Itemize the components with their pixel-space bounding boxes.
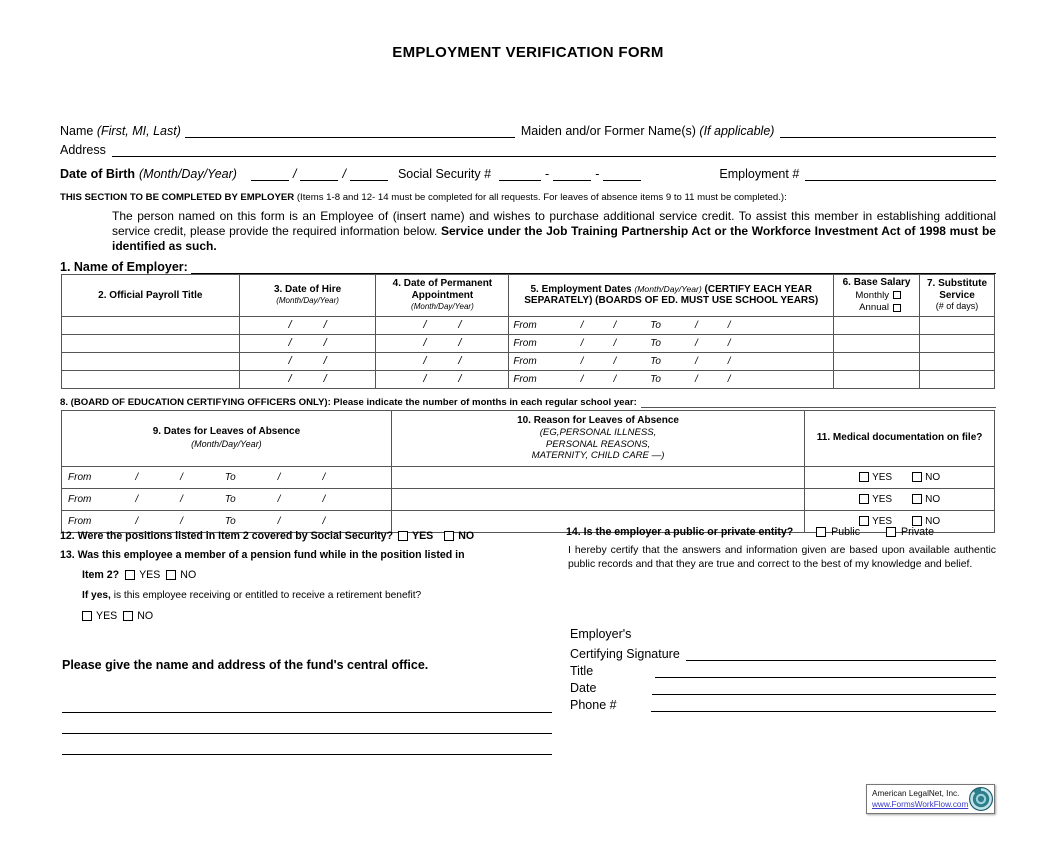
medical-yes-checkbox[interactable] [859, 494, 869, 504]
substitute-service-input[interactable] [920, 334, 995, 352]
item-13-benefit-yes-checkbox[interactable] [82, 611, 92, 621]
leave-dates-input[interactable]: From / / To / / [62, 488, 392, 510]
leave-dates-input[interactable]: From / / To / / [62, 510, 392, 532]
signature-title-input[interactable] [655, 663, 996, 678]
medical-yes-option[interactable]: YES [859, 516, 892, 527]
ssn-part-3-input[interactable] [603, 168, 641, 181]
item-12-yes-option[interactable]: YES [398, 530, 433, 542]
date-of-hire-input[interactable]: / / [239, 316, 376, 334]
item-12-label: 12. Were the positions listed in Item 2 covered by Social Security? [60, 530, 394, 542]
fund-office-input-line[interactable] [62, 692, 552, 713]
leaves-of-absence-table [61, 410, 995, 533]
col-date-of-hire: 3. Date of Hire (Month/Day/Year) [239, 275, 376, 317]
table-row [62, 370, 995, 388]
leave-reason-input[interactable] [391, 488, 804, 510]
fund-office-input-line[interactable] [62, 734, 552, 755]
item-14-public-checkbox[interactable] [816, 527, 826, 537]
col-leave-dates: 9. Dates for Leaves of Absence (Month/Day/Year) [62, 411, 392, 467]
dob-label: Date of Birth [60, 167, 135, 181]
item-13-item2-label: Item 2? [82, 569, 120, 581]
item-14-public-option[interactable]: Public [816, 526, 860, 538]
col-employment-dates: 5. Employment Dates (Month/Day/Year) (CERTIFY EACH YEAR SEPARATELY) (BOARDS OF ED. MUST USE SCHOOL YEARS) [509, 275, 834, 317]
employment-table-body [62, 316, 995, 388]
address-input[interactable] [112, 143, 996, 157]
base-salary-monthly-option[interactable]: Monthly [855, 290, 901, 302]
col-permanent-appointment: 4. Date of Permanent Appointment (Month/Day/Year) [376, 275, 509, 317]
permanent-appointment-input[interactable]: / / [376, 370, 509, 388]
signature-date-row [570, 678, 996, 695]
certifying-signature-input[interactable] [686, 646, 996, 661]
item-13-yes-checkbox[interactable] [125, 570, 135, 580]
medical-no-checkbox[interactable] [912, 494, 922, 504]
signature-phone-input[interactable] [651, 697, 996, 712]
employment-number-label: Employment # [719, 167, 800, 181]
employment-number-input[interactable] [805, 167, 996, 181]
item-13-benefit-no-option[interactable]: NO [123, 610, 153, 622]
item-13-benefit-yes-option[interactable]: YES [82, 610, 117, 622]
medical-no-option[interactable]: NO [912, 494, 940, 505]
ssn-dash-2: - [595, 167, 600, 181]
item-14-row [566, 526, 996, 538]
item-8-row [60, 396, 996, 408]
payroll-title-input[interactable] [62, 352, 240, 370]
payroll-title-input[interactable] [62, 370, 240, 388]
item-13-block [60, 549, 560, 622]
table-row [62, 352, 995, 370]
item-12-yes-checkbox[interactable] [398, 531, 408, 541]
fund-office-input-line[interactable] [62, 713, 552, 734]
name-label: Name (First, MI, Last) [60, 124, 181, 138]
name-line [60, 120, 996, 138]
item-14-label: 14. Is the employer a public or private entity? [566, 526, 794, 538]
ssn-dash-1: - [545, 167, 550, 181]
employer-section [60, 192, 996, 274]
medical-yes-checkbox[interactable] [859, 516, 869, 526]
certifying-signature-row [570, 644, 996, 661]
medical-documentation-options [805, 488, 995, 510]
employers-label: Employer's [570, 627, 632, 641]
ssn-part-1-input[interactable] [499, 168, 541, 181]
base-salary-input[interactable] [834, 316, 920, 334]
item-12-row [60, 530, 560, 542]
dob-year-input[interactable] [350, 168, 388, 181]
employment-table [61, 274, 995, 389]
col-payroll-title: 2. Official Payroll Title [62, 275, 240, 317]
dob-slash-2: / [342, 167, 346, 181]
address-line [60, 138, 996, 157]
dob-month-input[interactable] [251, 168, 289, 181]
item-12-no-checkbox[interactable] [444, 531, 454, 541]
permanent-appointment-input[interactable]: / / [376, 334, 509, 352]
item-8-input[interactable] [641, 396, 996, 408]
base-salary-input[interactable] [834, 370, 920, 388]
fund-office-block [62, 658, 552, 755]
logo-text [867, 788, 968, 810]
dob-ssn-line [60, 157, 996, 181]
leaves-table-header-row [62, 411, 995, 467]
employment-dates-input[interactable]: From / / To / / [509, 352, 834, 370]
date-of-hire-input[interactable]: / / [239, 370, 376, 388]
signature-phone-row [570, 695, 996, 712]
dob-slash-1: / [292, 167, 297, 181]
medical-no-checkbox[interactable] [912, 516, 922, 526]
ssn-label: Social Security # [397, 167, 492, 181]
employer-section-heading: THIS SECTION TO BE COMPLETED BY EMPLOYER (Items 1-8 and 12- 14 must be completed for all requests. For leaves of absence items 9 to 11 must be completed.): [60, 192, 787, 203]
logo-company-name: American LegalNet, Inc. [872, 789, 960, 798]
item-14-options [816, 526, 996, 538]
address-label: Address [60, 143, 106, 157]
table-row [62, 488, 995, 510]
annual-checkbox[interactable] [893, 304, 901, 312]
certification-text: I hereby certify that the answers and information given are based upon available authentic public records and that they are true and correct to the best of my knowledge and belief. [568, 545, 996, 570]
certifying-signature-label: Certifying Signature [570, 647, 680, 661]
dob-hint: (Month/Day/Year) [139, 167, 237, 181]
item-14-private-checkbox[interactable] [886, 527, 896, 537]
medical-documentation-options [805, 466, 995, 488]
medical-no-option[interactable]: NO [912, 472, 940, 483]
logo-url[interactable]: www.FormsWorkFlow.com [872, 800, 969, 809]
fund-office-heading: Please give the name and address of the fund's central office. [62, 658, 429, 672]
leave-dates-input[interactable]: From / / To / / [62, 466, 392, 488]
payroll-title-input[interactable] [62, 316, 240, 334]
employer-name-row [60, 259, 996, 274]
employment-dates-input[interactable]: From / / To / / [509, 370, 834, 388]
signature-block [570, 627, 996, 712]
permanent-appointment-input[interactable]: / / [376, 316, 509, 334]
identity-block [60, 120, 996, 181]
employment-dates-input[interactable]: From / / To / / [509, 334, 834, 352]
base-salary-input[interactable] [834, 352, 920, 370]
name-input[interactable] [185, 124, 515, 138]
item-13-benefit-no-checkbox[interactable] [123, 611, 133, 621]
col-base-salary [834, 275, 920, 317]
base-salary-annual-option[interactable]: Annual [859, 302, 901, 314]
item-8-label: 8. (BOARD OF EDUCATION CERTIFYING OFFICERS ONLY): Please indicate the number of months in each regular school year: [60, 397, 637, 408]
medical-yes-option[interactable]: YES [859, 494, 892, 505]
payroll-title-input[interactable] [62, 334, 240, 352]
dob-day-input[interactable] [300, 168, 338, 181]
employment-table-header-row [62, 275, 995, 317]
item-13-no-checkbox[interactable] [166, 570, 176, 580]
date-of-hire-input[interactable]: / / [239, 352, 376, 370]
fund-office-lines [62, 692, 552, 755]
col-leave-reason: 10. Reason for Leaves of Absence (EG,PERSONAL ILLNESS, PERSONAL REASONS, MATERNITY, CHILD CARE —) [391, 411, 804, 467]
monthly-checkbox[interactable] [893, 291, 901, 299]
base-salary-title: 6. Base Salary [842, 277, 911, 288]
substitute-service-input[interactable] [920, 370, 995, 388]
signature-date-input[interactable] [652, 680, 996, 695]
page-title: EMPLOYMENT VERIFICATION FORM [392, 44, 664, 61]
col-medical-documentation: 11. Medical documentation on file? [805, 411, 995, 467]
item-13-ifyes-options [82, 610, 560, 622]
american-legalnet-logo[interactable] [866, 784, 995, 814]
medical-yes-checkbox[interactable] [859, 472, 869, 482]
base-salary-input[interactable] [834, 334, 920, 352]
employer-paragraph: The person named on this form is an Employee of (insert name) and wishes to purchase additional service credit. To assist this member in establishing additional service credit, please provide the required information below. Service under the Job Training Partnership Act or the Workforce Investment Act of 1998 must be identified as such. [112, 209, 996, 253]
substitute-service-input[interactable] [920, 352, 995, 370]
item-13-no-option[interactable]: NO [166, 569, 196, 581]
employer-name-input[interactable] [191, 259, 996, 274]
table-row [62, 316, 995, 334]
maiden-name-label: Maiden and/or Former Name(s) (If applicable) [520, 124, 775, 138]
teal-circle-logo-icon [968, 786, 994, 812]
form-page [0, 44, 1056, 860]
table-row [62, 334, 995, 352]
signature-title-label: Title [570, 664, 594, 678]
maiden-name-input[interactable] [780, 124, 996, 138]
ssn-part-2-input[interactable] [553, 168, 591, 181]
signature-title-row [570, 661, 996, 678]
table-row [62, 466, 995, 488]
employer-name-label: 1. Name of Employer: [60, 260, 188, 274]
medical-yes-option[interactable]: YES [859, 472, 892, 483]
col-substitute-service: 7. Substitute Service (# of days) [920, 275, 995, 317]
signature-date-label: Date [570, 681, 597, 695]
leave-reason-input[interactable] [391, 466, 804, 488]
substitute-service-input[interactable] [920, 316, 995, 334]
medical-no-option[interactable]: NO [912, 516, 940, 527]
base-salary-options [834, 290, 919, 314]
item-13-ifyes-text: If yes, is this employee receiving or entitled to receive a retirement benefit? [82, 590, 422, 601]
item-13-label: 13. Was this employee a member of a pension fund while in the position listed in [60, 549, 465, 561]
item-13-item2-row [82, 569, 560, 581]
leaves-table-body [62, 466, 995, 532]
item-12-no-option[interactable]: NO [444, 530, 474, 542]
signature-phone-label: Phone # [570, 698, 617, 712]
item-13-yes-option[interactable]: YES [125, 569, 160, 581]
item-14-private-option[interactable]: Private [886, 526, 934, 538]
date-of-hire-input[interactable]: / / [239, 334, 376, 352]
employment-dates-input[interactable]: From / / To / / [509, 316, 834, 334]
permanent-appointment-input[interactable]: / / [376, 352, 509, 370]
medical-no-checkbox[interactable] [912, 472, 922, 482]
